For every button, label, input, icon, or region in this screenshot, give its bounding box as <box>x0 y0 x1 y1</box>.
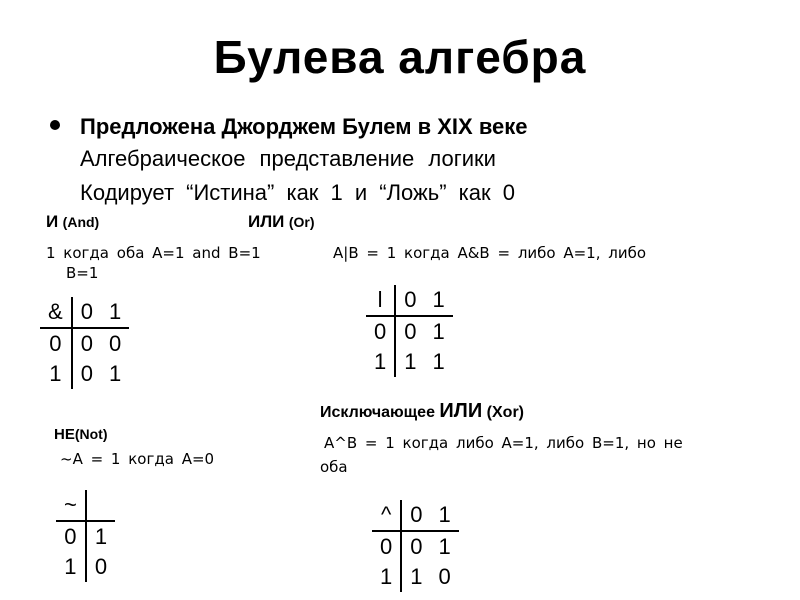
and-truth-table <box>40 297 129 389</box>
table-cell: 1 <box>438 534 451 559</box>
table-cell: 1 <box>56 552 86 582</box>
table-cell: 0 <box>438 564 451 589</box>
table-cell: 1 <box>410 564 423 589</box>
table-cell: 1 <box>101 297 129 328</box>
table-cell: 1 <box>94 524 108 549</box>
bullet-line-3: Кодирует “Истина” как 1 и “Ложь” как 0 <box>80 180 515 205</box>
or-header <box>248 212 315 232</box>
table-cell: 1 <box>431 500 459 531</box>
not-header-main: НЕ <box>54 426 75 443</box>
table-row <box>40 328 129 359</box>
table-cell: 1 <box>366 347 395 377</box>
table-cell: 0 <box>395 285 424 316</box>
table-cell: ^ <box>372 500 401 531</box>
table-cell: 0 <box>366 316 395 347</box>
table-cell: l <box>366 285 395 316</box>
not-description: ~A = 1 когда A=0 <box>60 450 215 468</box>
table-row <box>40 359 129 389</box>
xor-description-line-2: оба <box>320 458 348 476</box>
table-cell: 0 <box>40 328 72 359</box>
table-cell: 0 <box>410 534 423 559</box>
table-row <box>56 490 115 521</box>
and-description: 1 когда оба A=1 and B=1 <box>46 244 261 262</box>
table-row <box>56 521 115 552</box>
bullet-icon <box>50 120 60 130</box>
table-cell: 1 <box>372 562 401 592</box>
table-cell: 1 <box>108 361 122 386</box>
or-header-sub: (Or) <box>288 214 315 230</box>
table-cell: 1 <box>40 359 72 389</box>
or-description-line-1: A|B = 1 когда A&B = либо A=1, либо <box>333 244 647 262</box>
xor-description-line-1: A^B = 1 когда либо A=1, либо B=1, но не <box>324 434 683 452</box>
table-row <box>366 347 453 377</box>
table-row <box>372 562 459 592</box>
not-header-sub: (Not) <box>74 426 108 442</box>
and-header <box>46 212 99 232</box>
table-cell: 0 <box>372 531 401 562</box>
bullet-line-1: Предложена Джорджем Булем в XIX веке <box>80 114 528 139</box>
bullet-line-2: Алгебраическое представление логики <box>80 146 496 171</box>
table-cell <box>86 490 115 521</box>
table-cell: 0 <box>56 521 86 552</box>
table-row <box>366 285 453 316</box>
table-cell: ~ <box>56 490 86 521</box>
table-cell: 1 <box>432 319 445 344</box>
table-cell: 0 <box>401 500 430 531</box>
xor-header-main: ИЛИ <box>439 400 483 422</box>
table-row <box>372 500 459 531</box>
table-cell: 0 <box>108 331 122 356</box>
or-truth-table <box>366 285 453 377</box>
table-cell: 0 <box>94 554 108 579</box>
xor-header <box>320 400 524 423</box>
table-cell: 0 <box>80 361 93 386</box>
table-cell: 0 <box>404 319 417 344</box>
table-row <box>372 531 459 562</box>
and-header-main: И <box>46 212 59 231</box>
or-header-main: ИЛИ <box>248 212 285 231</box>
not-header <box>54 426 108 444</box>
page-title: Булева алгебра <box>213 31 587 83</box>
table-row <box>40 297 129 328</box>
xor-header-sub: (Xor) <box>486 404 524 421</box>
table-row <box>366 316 453 347</box>
or-description-line-2: B=1 <box>66 264 99 282</box>
table-cell: 0 <box>72 297 101 328</box>
table-row <box>56 552 115 582</box>
table-cell: 1 <box>432 349 445 374</box>
table-cell: & <box>40 297 72 328</box>
table-cell: 1 <box>425 285 453 316</box>
and-header-sub: (And) <box>62 214 100 230</box>
not-truth-table <box>56 490 115 582</box>
xor-truth-table <box>372 500 459 592</box>
xor-header-pre: Исключающее <box>320 404 435 421</box>
table-cell: 1 <box>404 349 417 374</box>
table-cell: 0 <box>80 331 93 356</box>
